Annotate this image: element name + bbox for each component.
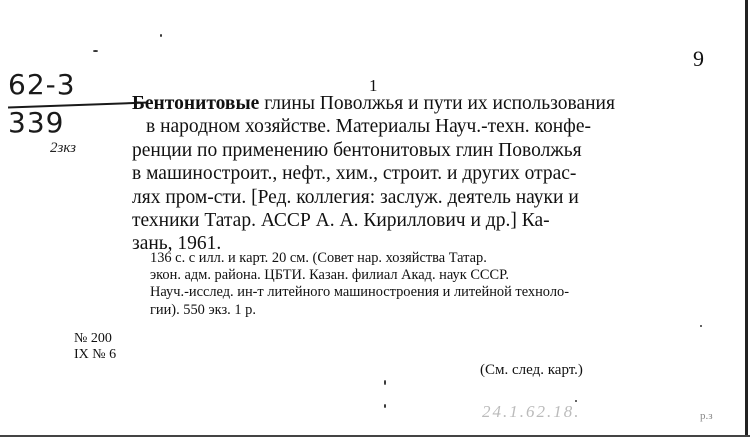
collation-line-1: 136 с. с илл. и карт. 20 см. (Совет нар. хозяйства Татар. [150, 250, 487, 266]
entry-line-1-rest: глины Поволжья и пути их использования [264, 93, 615, 114]
entry-line-2: в народном хозяйстве. Материалы Науч.-техн. конфе- [146, 116, 591, 138]
speck-mark [160, 34, 162, 37]
handwritten-code-top: 62-3 [8, 68, 76, 101]
entry-line-7: зань, 1961. [132, 233, 222, 255]
collation-note [150, 250, 712, 319]
entry-title-lead: Бентонитовые [132, 93, 260, 114]
speck-mark [700, 325, 702, 327]
handwritten-note: 2зкз [50, 140, 77, 156]
card-number: 9 [693, 46, 704, 71]
faded-stamp-small: р.з [700, 410, 713, 422]
speck-mark [384, 404, 386, 408]
shelf-mark-2: IX № 6 [74, 347, 117, 362]
entry-line-3: ренции по применению бентонитовых глин Поволжья [132, 139, 582, 161]
card-right-edge [745, 0, 748, 437]
entry-line-4: в машиностроит., нефт., хим., строит. и других отрас- [132, 163, 577, 185]
see-next-card: (См. след. карт.) [480, 362, 583, 378]
speck-mark [575, 400, 577, 402]
entry-line-5: лях пром-сти. [Ред. коллегия: заслуж. деятель науки и [132, 186, 579, 208]
shelf-mark-1: № 200 [74, 331, 112, 346]
speck-mark [93, 50, 98, 52]
collation-line-2: экон. адм. района. ЦБТИ. Казан. филиал Акад. наук СССР. [150, 267, 509, 284]
handwritten-code-bottom: 339 [8, 106, 65, 139]
entry-line-1 [132, 92, 712, 115]
collation-line-3: Науч.-исслед. ин-т литейного машиностроения и литейной техноло- [150, 284, 569, 301]
collation-line-4: гии). 550 экз. 1 р. [150, 301, 256, 318]
entry-number: 1 [369, 76, 378, 95]
speck-mark [384, 380, 386, 385]
bibliographic-entry [132, 92, 712, 256]
faded-stamp: 24.1.62.18. [482, 402, 581, 421]
entry-line-6: техники Татар. АССР А. А. Кириллович и др.] Ка- [132, 210, 550, 232]
